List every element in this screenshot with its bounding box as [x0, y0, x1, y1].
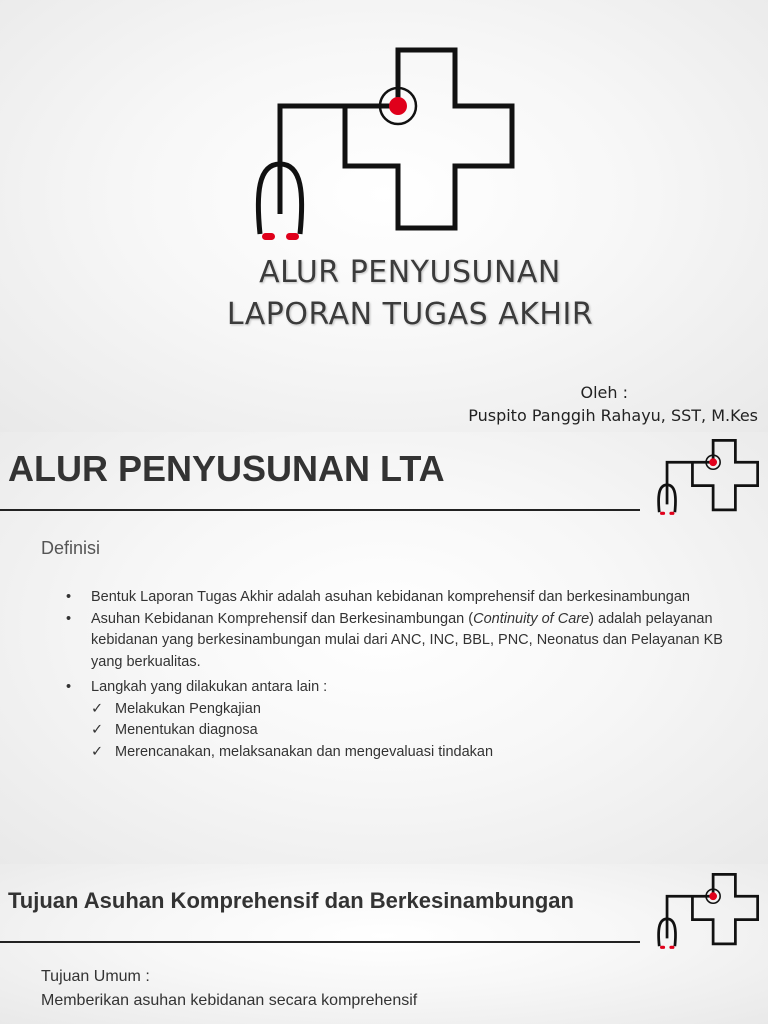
- objective-slide: [0, 864, 768, 1024]
- step-text: Menentukan diagnosa: [115, 722, 258, 738]
- stethoscope-cross-icon: [250, 44, 530, 254]
- list-item: [91, 720, 742, 742]
- bullet-text: Langkah yang dilakukan antara lain :: [91, 679, 328, 695]
- definition-slide: [0, 432, 768, 864]
- bullet-text: Bentuk Laporan Tugas Akhir adalah asuhan kebidanan komprehensif dan berkesinambungan: [91, 589, 690, 605]
- check-icon: ✓: [91, 700, 104, 717]
- title-divider: [0, 941, 640, 943]
- slide-title: ALUR PENYUSUNAN LTA: [8, 448, 445, 489]
- emphasis-text: Continuity of Care: [473, 610, 590, 627]
- list-item: [91, 699, 742, 721]
- cover-title-line-2: LAPORAN TUGAS AKHIR: [226, 297, 594, 332]
- definition-list: [62, 587, 742, 763]
- title-divider: [0, 509, 640, 511]
- objective-text: Memberikan asuhan kebidanan secara komprehensif: [41, 992, 418, 1009]
- list-item: [62, 677, 742, 763]
- author-label: Oleh :: [580, 383, 628, 402]
- bullet-icon: •: [66, 679, 72, 695]
- check-icon: ✓: [91, 722, 104, 738]
- cover-title-line-1: ALUR PENYUSUNAN: [259, 255, 561, 290]
- stethoscope-cross-icon: [655, 872, 765, 954]
- slide-title: Tujuan Asuhan Komprehensif dan Berkesinambungan: [8, 888, 574, 913]
- list-item: [62, 587, 742, 609]
- list-item: [91, 742, 742, 764]
- bullet-icon: •: [66, 589, 72, 605]
- stethoscope-cross-icon: [655, 438, 765, 520]
- check-icon: ✓: [91, 743, 104, 760]
- cover-slide: [0, 0, 768, 432]
- bullet-text: ) adalah pelayanan kebidanan yang berkesinambungan mulai dari ANC, INC, BBL, PNC, Neonatus dan Pelayanan KB yang berkualitas.: [91, 610, 723, 670]
- list-item: [62, 609, 742, 674]
- section-heading: Definisi: [41, 538, 101, 558]
- bullet-icon: •: [66, 610, 72, 627]
- steps-list: [91, 699, 742, 764]
- objective-label: Tujuan Umum :: [41, 968, 150, 985]
- author-name: Puspito Panggih Rahayu, SST, M.Kes: [468, 406, 758, 425]
- step-text: Melakukan Pengkajian: [115, 700, 261, 717]
- bullet-text: Asuhan Kebidanan Komprehensif dan Berkesinambungan (: [91, 610, 474, 627]
- step-text: Merencanakan, melaksanakan dan mengevaluasi tindakan: [115, 743, 494, 760]
